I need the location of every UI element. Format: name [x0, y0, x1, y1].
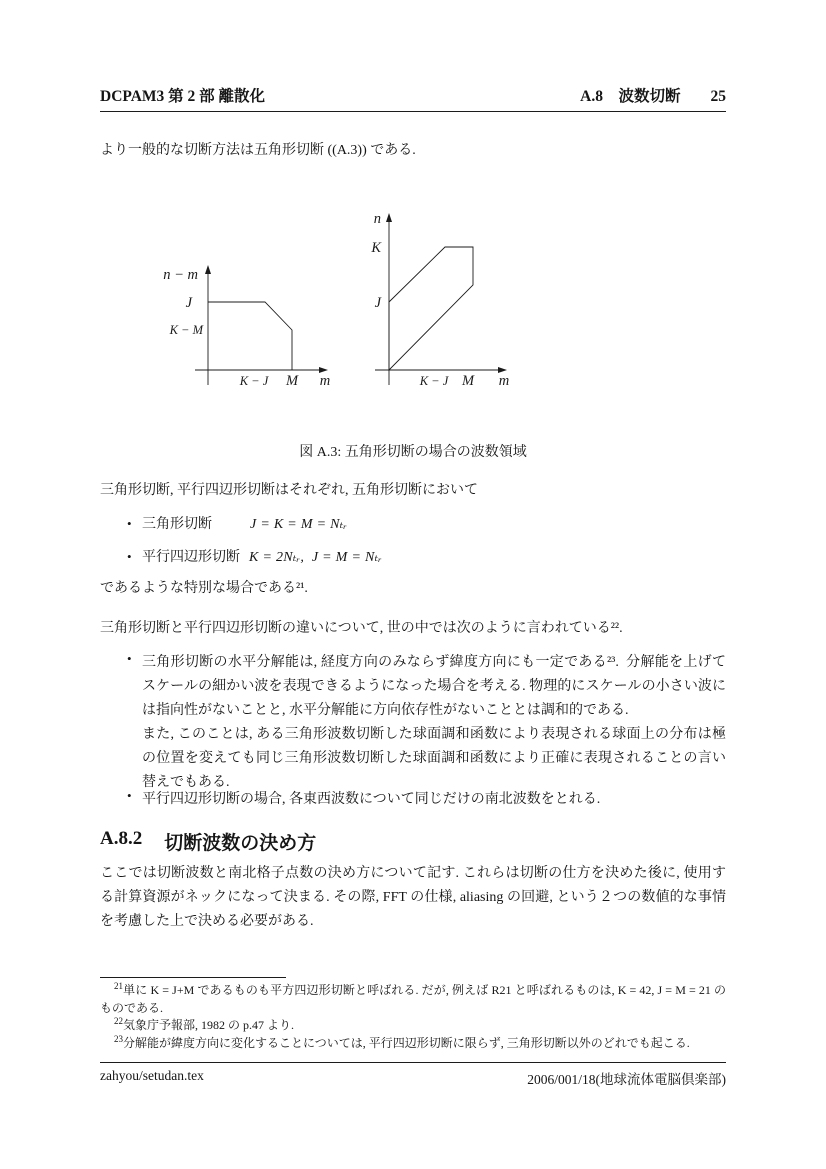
footer-date-credit: 2006/001/18(地球流体電脳倶楽部): [527, 1072, 726, 1087]
page-number: 25: [710, 88, 726, 105]
footnote-text: 気象庁予報部, 1982 の p.47 より.: [123, 1018, 295, 1032]
footer-filename: zahyou/setudan.tex: [100, 1068, 204, 1083]
paragraph-difference-intro: 三角形切断と平行四辺形切断の違いについて, 世の中では次のように言われている²².: [100, 621, 623, 636]
right-tick-J: J: [374, 295, 381, 311]
bullet-triangular-property: [100, 651, 726, 795]
bullet-icon: •: [127, 516, 132, 531]
right-diagram: [375, 213, 507, 385]
section-title: 切断波数の決め方: [164, 833, 317, 854]
section-heading: [100, 828, 726, 855]
bullet-parallelogram-property: [100, 788, 726, 812]
paragraph-intro: より一般的な切断方法は五角形切断 ((A.3)) である.: [100, 143, 416, 158]
right-tick-M: M: [461, 373, 475, 389]
footnote-21: [100, 982, 726, 1017]
page-header: [100, 88, 726, 112]
header-section-title: A.8 波数切断: [580, 88, 681, 105]
bullet-parallelogram-truncation: [100, 547, 726, 568]
right-y-axis-label: n: [373, 211, 381, 227]
section-number: A.8.2: [100, 828, 143, 849]
right-x-axis-label: m: [498, 373, 510, 389]
footnote-text: 分解能が緯度方向に変化することについては, 平行四辺形切断に限らず, 三角形切断以外のどれでも起こる.: [123, 1035, 690, 1050]
right-region-boundary: [389, 247, 473, 370]
footnote-22: [100, 1017, 726, 1035]
left-tick-K-minus-M: K − M: [169, 323, 203, 337]
footnote-marker: 21: [114, 981, 123, 991]
left-tick-J: J: [185, 295, 192, 311]
paragraph-section-body: ここでは切断波数と南北格子点数の決め方について記す. これらは切断の仕方を決めた後に, 使用する計算資源がネックになって決まる. その際, FFT の仕様, aliasing の回避, という２つの数値的な事情を考慮した上で決める必要がある.: [100, 866, 726, 929]
header-right: [580, 88, 726, 106]
paragraph-after-figure: 三角形切断, 平行四辺形切断はそれぞれ, 五角形切断において: [100, 483, 478, 498]
left-region-boundary: [208, 302, 292, 370]
footnote-text: 単に K = J+M であるものも平方四辺形切断と呼ばれる. だが, 例えば R21 と呼ばれるものは, K = 42, J = M = 21 のものである.: [100, 983, 726, 1015]
left-diagram: [195, 265, 328, 385]
left-x-axis-label: m: [319, 373, 331, 389]
left-y-axis-label: n − m: [163, 267, 198, 283]
paragraph-special-case: であるような特別な場合である²¹.: [100, 581, 308, 596]
right-tick-K: K: [371, 240, 381, 256]
bullet-icon: •: [127, 788, 132, 803]
bullet-label: 三角形切断: [142, 517, 212, 532]
footnote-marker: 23: [114, 1033, 123, 1044]
left-y-axis-arrow-icon: [205, 265, 211, 274]
bullet-formula: K = 2Nₜᵣ, J = M = Nₜᵣ: [249, 550, 383, 565]
bullet-icon: •: [127, 549, 132, 564]
figure-wavenumber-regions: [100, 195, 726, 395]
bullet-paragraph-1: 三角形切断の水平分解能は, 経度方向のみならず緯度方向にも一定である²³. 分解能を上げてスケールの細かい波を表現できるようになった場合を考える. 物理的にスケールの小さい波には指向性がないことと, 水平分解能に方向依存性がないこととは調和的である.: [142, 655, 726, 718]
footnote-23: [100, 1035, 726, 1053]
footnotes: [100, 982, 726, 1052]
bullet-triangular-truncation: [100, 514, 726, 535]
bullet-paragraph: 平行四辺形切断の場合, 各東西波数について同じだけの南北波数をとれる.: [142, 792, 601, 807]
footnote-rule: [100, 977, 286, 978]
bullet-formula: J = K = M = Nₜᵣ: [250, 517, 348, 532]
left-tick-M: M: [285, 373, 299, 389]
right-y-axis-arrow-icon: [386, 213, 392, 222]
page-footer: [100, 1062, 726, 1088]
left-tick-K-minus-J: K − J: [239, 374, 269, 388]
figure-caption: 図 A.3: 五角形切断の場合の波数領域: [299, 445, 527, 460]
header-left-title: DCPAM3 第 2 部 離散化: [100, 88, 266, 105]
bullet-paragraph-2: また, このことは, ある三角形波数切断した球面調和函数により表現される球面上の分布は極の位置を変えても同じ三角形波数切断した球面調和函数により正確に表現されることの言い替えでもある.: [142, 727, 726, 790]
right-tick-K-minus-J: K − J: [419, 374, 449, 388]
bullet-icon: •: [127, 651, 132, 666]
bullet-label: 平行四辺形切断: [142, 550, 240, 565]
footnote-marker: 22: [114, 1016, 123, 1026]
